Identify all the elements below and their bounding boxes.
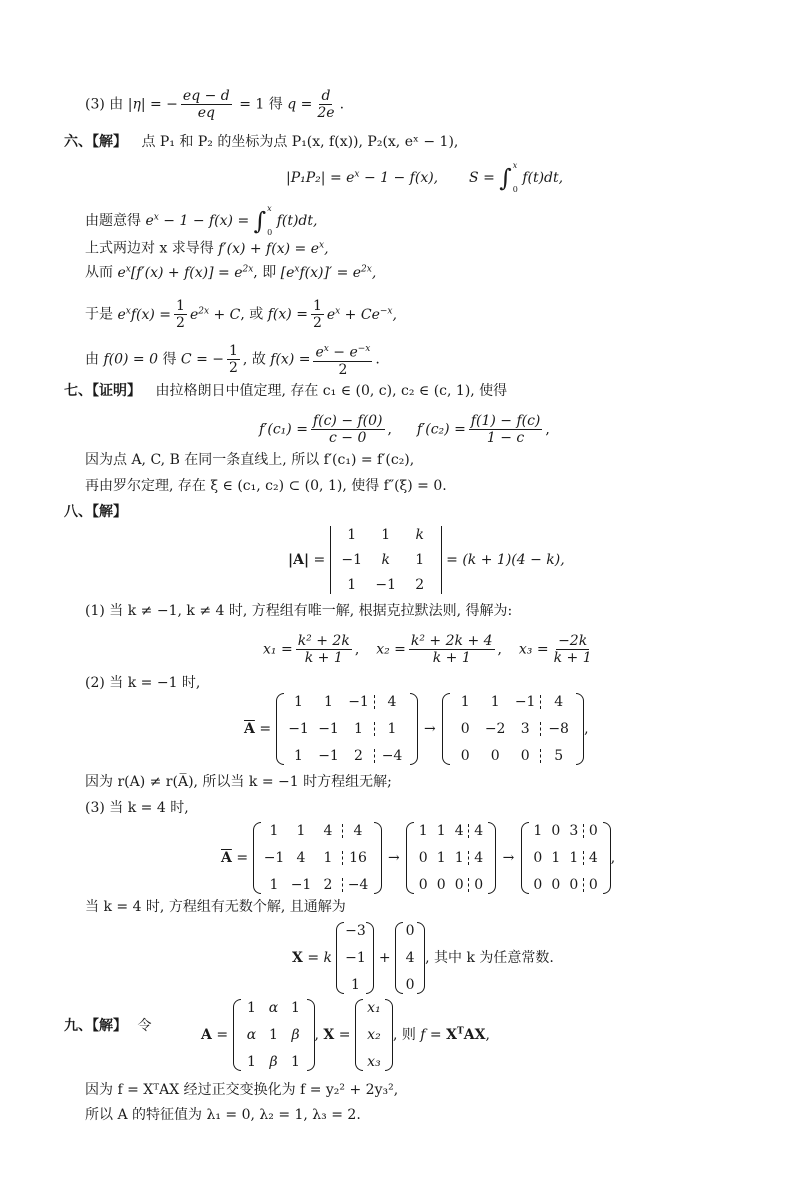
sec8-arb: , 其中 k 为任意常数. <box>425 950 554 966</box>
sec7-heading-line <box>64 384 507 398</box>
sec8-augmented-case2: $\overline{A}$ = 1 1 −1 4 −1 −1 1 1 1 −1 2 −4 → 1 1 −1 4 0 −2 3 −8 0 0 0 5 , <box>244 694 589 764</box>
sec8-cramer-solution: x₁ = $\frac{\text{k² + 2k}}{k + 1}$ , x₂ = $\frac{\text{k² + 2k + 4}}{k + 1}$ , x₃ = $\frac{-2k}{k + 1}$ <box>263 633 592 666</box>
sec6-text7: , 或 <box>240 306 264 323</box>
part3-label: (3) 由 <box>85 96 124 113</box>
sec6-line-5: 于是 $e^xf(x)$ = $\frac{1}{2}$ $e^{2x} + C$, 或 f(x) = $\frac{1}{2}$ $e^x + Ce^{-x}$, <box>85 298 397 331</box>
sec6-text2: 由题意得 <box>85 213 141 229</box>
sec6-text10: , 故 <box>242 351 266 368</box>
sec7-label: 七、【证明】 <box>64 383 141 399</box>
sec8-case3: (3) 当 k = 4 时, <box>85 800 189 816</box>
sec8-case1: (1) 当 k ≠ −1, k ≠ 4 时, 方程组有唯一解, 根据克拉默法则, 得解为: <box>85 603 513 619</box>
sec6-line-3: 上式两边对 x 求导得 $f'(x) + f(x) = e^x$, <box>85 240 329 257</box>
sec6-text8: 由 <box>85 351 99 368</box>
part3-mid: 得 <box>268 96 283 113</box>
sec6-line-4: 从而 $e^x[f'(x) + f(x)] = e^{2x}$, 即 $[e^xf(x)]' = e^{2x}$, <box>85 264 377 281</box>
sec6-formula-1: $|P_1P_2| = e^x - 1 - f(x)$, S = ∫ x 0 f(t)dt, <box>286 161 564 194</box>
sec6-line-6: 由 f(0) = 0 得 C = − $\frac{1}{2}$ , 故 f(x) = $\frac{e^x - e^{-x}}{2}$ . <box>85 342 380 378</box>
sec6-text4: 从而 <box>85 264 113 281</box>
sec7-line-2: 因为点 A, C, B 在同一条直线上, 所以 f′(c₁) = f′(c₂), <box>85 452 415 468</box>
sec6-text9: 得 <box>162 351 177 368</box>
sec7-line-3: 再由罗尔定理, 存在 ξ ∈ (c₁, c₂) ⊂ (0, 1), 使得 f″(ξ) = 0. <box>85 478 447 494</box>
arrow-icon: → <box>423 721 436 737</box>
sec8-general-solution: X = k −3 −1 1 + 0 4 0 , 其中 k 为任意常数. <box>292 923 554 993</box>
sec7-text: 由拉格朗日中值定理, 存在 c₁ ∈ (0, c), c₂ ∈ (c, 1), 使得 <box>155 383 508 399</box>
sec9-line-3: 所以 A 的特征值为 λ₁ = 0, λ₂ = 1, λ₃ = 2. <box>85 1107 361 1123</box>
sec6-text5: , 即 <box>253 264 277 281</box>
arrow-icon: → <box>502 850 515 866</box>
sec9-line-2: 因为 f = XᵀAX 经过正交变换化为 f = y₂² + 2y₃², <box>85 1082 399 1098</box>
sec8-case3b: 当 k = 4 时, 方程组有无数个解, 且通解为 <box>85 899 346 915</box>
sec6-line-2: 由题意得 $e^x - 1 - f(x)$ = ∫ x 0 f(t)dt, <box>85 204 318 237</box>
sec7-formula: f′(c₁) = $\frac{f(c) - f(0)}{c - 0}$ , f′(c₂) = $\frac{f(1) - f(c)}{1 - c}$ , <box>259 413 550 446</box>
sec9-label: 九、【解】 <box>64 1018 127 1034</box>
sec6-heading-line <box>64 135 458 149</box>
sec9-ze: , 则 <box>392 1027 416 1043</box>
sec6-label: 六、【解】 <box>64 134 127 150</box>
arrow-icon: → <box>387 850 400 866</box>
sec8-augmented-case3: $\overline{A}$ = 1 1 4 4 −1 4 1 16 1 −1 2 −4 → 1 1 4 4 0 1 1 4 0 0 0 0 → 1 0 3 0 0 1 1 4 0 0 0 0 , <box>221 823 616 893</box>
sec6-text3: 上式两边对 x 求导得 <box>85 240 214 257</box>
determinant-grid: 1 1 k −1 k 1 1 −1 2 <box>330 526 442 594</box>
sec8-determinant: |A| = 1 1 k −1 k 1 1 −1 2 = (k + 1)(4 − k), <box>288 527 565 593</box>
sec8-case2: (2) 当 k = −1 时, <box>85 675 201 691</box>
sec8-heading-line <box>64 505 127 519</box>
sec9-ling: 令 <box>137 1018 152 1034</box>
sec6-text: 点 P₁ 和 P₂ 的坐标为点 P₁(x, f(x)), P₂(x, eˣ − 1), <box>141 134 459 150</box>
sec6-text6: 于是 <box>85 306 113 323</box>
sec8-case2b: 因为 r(A) ≠ r(A̅), 所以当 k = −1 时方程组无解; <box>85 774 392 790</box>
sec8-label: 八、【解】 <box>64 504 127 520</box>
part3-line: (3) 由 |η| = − $\frac{eq - d}{eq}$ = 1 得 q = $\frac{d}{2e}$ . <box>85 88 345 121</box>
page: (3) 由 |η| = − $\frac{eq - d}{eq}$ = 1 得 q = $\frac{d}{2e}$ . 六、【解】 点 P₁ 和 P₂ 的坐标为点 P₁(x, f(x)), P₂(x, eˣ − 1), $|P_1P_2| = e^x - 1 - f(x)$, S = ∫ x 0 f(t)dt, 由题意得 $e^x - 1 - f(x)$ = ∫ x 0 f(t)dt, 上式两边对 x 求导得 $f'(x) + f(x) = e^x$, 从而 $e^x[f'(x) + f(x)] = e^{2x}$, 即 $[e^xf(x)]' = e^{2x}$, 于是 $e^xf(x)$ = $\frac{1}{2}$ $e^{2x} + C$, 或 f(x) = $\frac{1}{2}$ $e^x + Ce^{-x}$, 由 f(0) = 0 得 C = − $\frac{1}{2}$ , 故 f(x) = $\frac{e^x - e^{-x}}{2}$ . 七、【证明】 由拉格朗日中值定理, 存在 c₁ ∈ (0, c), c₂ ∈ (c, 1), 使得 f′(c₁) = $\frac{f(c) - f(0)}{c - 0}$ , f′(c₂) = $\frac{f(1) - f(c)}{1 - c}$ , 因为点 A, C, B 在同一条直线上, 所以 f′(c₁) = f′(c₂), 再由罗尔定理, 存在 ξ ∈ (c₁, c₂) ⊂ (0, 1), 使得 f″(ξ) = 0. 八、【解】 |A| = 1 1 k −1 k 1 1 −1 2 = (k + 1)(4 − k), (1) 当 k ≠ −1, k ≠ 4 时, 方程组有唯一解, 根据克拉默法则, 得解为: x₁ = $\frac{\text{k² + 2k}}{k + 1}$ , x₂ = $\frac{\text{k² + 2k + 4}}{k + 1}$ , x₃ = $\frac{-2k}{k + 1}$ (2) 当 k = −1 时, $\overline{A}$ = 1 1 −1 4 −1 −1 1 1 1 −1 2 −4 → 1 1 −1 4 0 −2 3 −8 0 0 0 5 , 因为 r(A) ≠ r(A̅), 所以当 k = −1 时方程组无解; (3) 当 k = 4 时, $\overline{A}$ = 1 1 4 4 −1 4 1 16 1 −1 2 −4 → 1 1 4 4 0 1 1 4 0 0 0 0 → 1 0 3 0 0 1 1 4 0 0 0 0 , 当 k = 4 时, 方程组有无数个解, 且通解为 X = k −3 −1 1 + 0 4 0 , 其中 k 为任意常数. 九、【解】 令 A = 1 α 1 α 1 β 1 β 1 , X = x₁ x₂ x₃ , 则 $f = X^TAX$, 因为 f = XᵀAX 经过正交变换化为 f = y₂² + 2y₃², 所以 A 的特征值为 λ₁ = 0, λ₂ = 1, λ₃ = 2. <box>64 88 616 1123</box>
